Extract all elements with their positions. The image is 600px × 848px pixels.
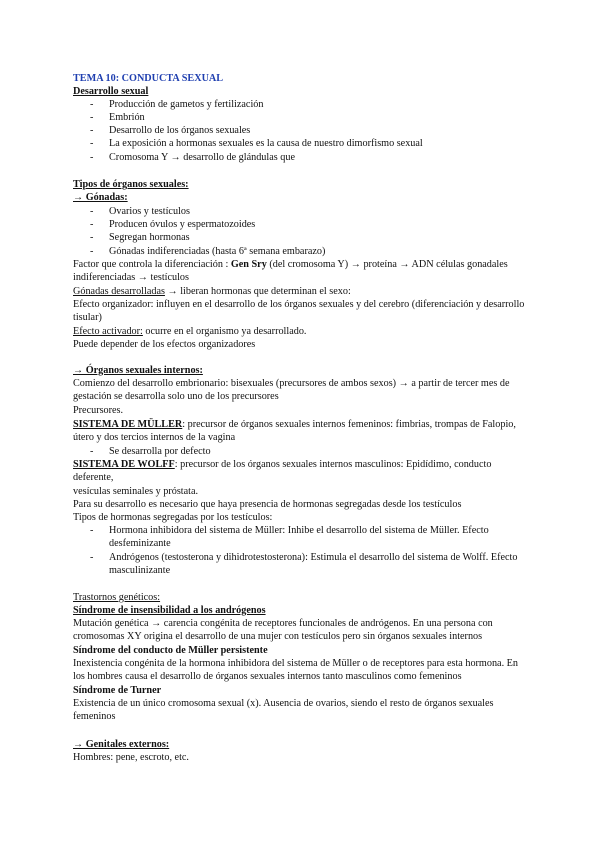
paragraph-wolff-cont: vesículas seminales y próstata. [73,486,199,497]
list-item: - Segregan hormonas [90,232,190,243]
paragraph-efecto-activador: Efecto activador: ocurre en el organismo ya desarrollado. [73,326,307,337]
paragraph-sistema-wolff: SISTEMA DE WOLFF: precursor de los órganos sexuales internos masculinos: Epidídimo, conducto deferente, [73,459,492,484]
syndrome-title-androgenos: Síndrome de insensibilidad a los andrógenos [73,605,266,616]
paragraph-comienzo: Comienzo del desarrollo embrionario: bisexuales (precursores de ambos sexos) → a partir de tercer mes de gestación se desarrolla solo uno de los precursores [73,378,510,403]
paragraph-tipos-hormonas: Tipos de hormonas segregadas por los testículos: [73,512,273,523]
subheading-gonadas: → Gónadas: [73,192,128,203]
section-heading-tipos: Tipos de órganos sexuales: [73,179,189,190]
section-heading-genitales: → Genitales externos: [73,739,170,750]
syndrome-text-turner: Existencia de un único cromosoma sexual (x). Ausencia de ovarios, siendo el resto de órganos sexuales femeninos [73,698,494,723]
list-item: - Producen óvulos y espermatozoides [90,219,256,230]
list-item: - La exposición a hormonas sexuales es la causa de nuestro dimorfismo sexual [90,138,423,149]
paragraph-factor: Factor que controla la diferenciación : Gen Sry (del cromosoma Y) → proteína → ADN células gonadales indiferenciadas → testículos [73,259,508,284]
section-heading-organos-internos: → Órganos sexuales internos: [73,365,203,376]
paragraph-sistema-muller: SISTEMA DE MÜLLER: precursor de órganos sexuales internos femeninos: fimbrias, trompas de Falopio, útero y dos tercios internos de la vagina [73,419,516,444]
list-item: - Se desarrolla por defecto [90,446,211,457]
paragraph-hombres: Hombres: pene, escroto, etc. [73,752,189,763]
paragraph-desarrollo-hormonas: Para su desarrollo es necesario que haya presencia de hormonas segregadas desde los testículos [73,499,462,510]
list-item: - Desarrollo de los órganos sexuales [90,125,251,136]
syndrome-title-turner: Síndrome de Turner [73,685,162,696]
section-heading-trastornos: Trastornos genéticos: [73,592,161,603]
list-item: - Cromosoma Y → desarrollo de glándulas que [90,152,295,163]
syndrome-title-muller: Síndrome del conducto de Müller persistente [73,645,268,656]
syndrome-text-androgenos: Mutación genética → carencia congénita de receptores funcionales de andrógenos. En una persona con cromosomas XY origina el desarrollo de una mujer con testículos pero sin órganos sexuales internos [73,618,493,643]
list-item: - Embrión [90,112,145,123]
paragraph-precursores: Precursores. [73,405,124,416]
page-title: TEMA 10: CONDUCTA SEXUAL [73,73,224,84]
paragraph-depende: Puede depender de los efectos organizadores [73,339,256,350]
section-heading-desarrollo: Desarrollo sexual [73,86,149,97]
syndrome-text-muller: Inexistencia congénita de la hormona inhibidora del sistema de Müller o de receptores para esta hormona. En los hombres causa el desarrollo de órganos sexuales internos tanto masculinos como femeninos [73,658,518,683]
list-item: - Ovarios y testículos [90,206,190,217]
list-item: - Andrógenos (testosterona y dihidrotestosterona): Estimula el desarrollo del sistema de Wolff. Efecto masculinizante [90,552,518,577]
list-item: - Hormona inhibidora del sistema de Müller: Inhibe el desarrollo del sistema de Müller. Efecto desfeminizante [90,525,489,550]
paragraph-efecto-organizador: Efecto organizador: influyen en el desarrollo de los órganos sexuales y del cerebro (diferenciación y desarrollo tisular) [73,299,525,324]
list-item: - Producción de gametos y fertilización [90,99,264,110]
list-item: - Gónadas indiferenciadas (hasta 6ª semana embarazo) [90,246,326,257]
paragraph-gonadas-desarrolladas: Gónadas desarrolladas → liberan hormonas que determinan el sexo: [73,286,351,297]
